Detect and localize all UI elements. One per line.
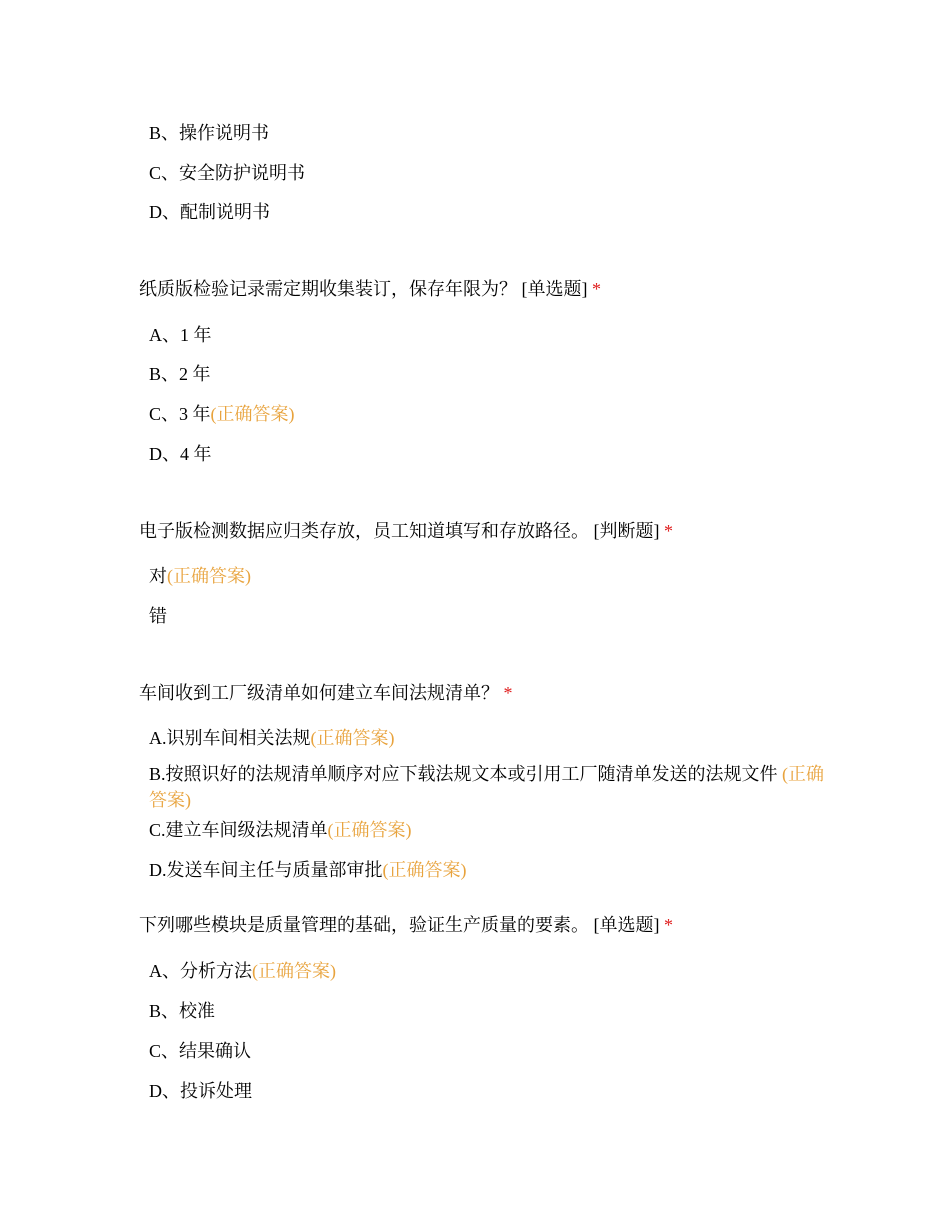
question-2-title: 纸质版检验记录需定期收集装订，保存年限为？ [单选题] * bbox=[139, 279, 601, 299]
required-mark: * bbox=[664, 521, 673, 541]
option-q2-d: D、4 年 bbox=[149, 444, 212, 464]
option-q2-b: B、2 年 bbox=[149, 364, 211, 384]
question-4-title: 车间收到工厂级清单如何建立车间法规清单？ * bbox=[139, 683, 513, 703]
option-q4-d: D.发送车间主任与质量部审批(正确答案) bbox=[149, 860, 467, 880]
option-q5-c: C、结果确认 bbox=[149, 1041, 252, 1061]
required-mark: * bbox=[664, 915, 673, 935]
option-q2-c: C、3 年(正确答案) bbox=[149, 404, 295, 424]
option-q4-a: A.识别车间相关法规(正确答案) bbox=[149, 728, 395, 748]
option-q5-d: D、投诉处理 bbox=[149, 1081, 252, 1101]
option-q1-b: B、操作说明书 bbox=[149, 123, 270, 143]
option-q5-b: B、校准 bbox=[149, 1001, 216, 1021]
question-type: [单选题] bbox=[593, 915, 660, 935]
correct-answer-tag: (正确答案) bbox=[210, 404, 295, 424]
option-q1-d: D、配制说明书 bbox=[149, 202, 270, 222]
option-q4-c: C.建立车间级法规清单(正确答案) bbox=[149, 820, 412, 840]
question-3-title: 电子版检测数据应归类存放，员工知道填写和存放路径。 [判断题] * bbox=[139, 521, 673, 541]
option-q2-a: A、1 年 bbox=[149, 325, 212, 345]
option-q1-c: C、安全防护说明书 bbox=[149, 163, 306, 183]
required-mark: * bbox=[592, 279, 601, 299]
option-q5-a: A、分析方法(正确答案) bbox=[149, 961, 336, 981]
required-mark: * bbox=[503, 683, 513, 703]
option-q3-true: 对(正确答案) bbox=[149, 566, 251, 586]
question-type: [判断题] bbox=[593, 521, 660, 541]
correct-answer-tag: (正确答案) bbox=[382, 860, 467, 880]
correct-answer-tag: (正确答案) bbox=[310, 728, 395, 748]
question-5-title: 下列哪些模块是质量管理的基础，验证生产质量的要素。 [单选题] * bbox=[139, 915, 673, 935]
correct-answer-tag: (正确答案) bbox=[252, 961, 336, 981]
option-q4-b: B.按照识好的法规清单顺序对应下载法规文本或引用工厂随清单发送的法规文件 (正确答案) bbox=[149, 764, 825, 810]
correct-answer-tag: (正确答案) bbox=[327, 820, 412, 840]
question-type: [单选题] bbox=[521, 279, 588, 299]
option-q3-false: 错 bbox=[149, 606, 167, 626]
correct-answer-tag: (正确答案) bbox=[167, 566, 251, 586]
correct-answer-tag: (正确答案) bbox=[149, 764, 825, 810]
